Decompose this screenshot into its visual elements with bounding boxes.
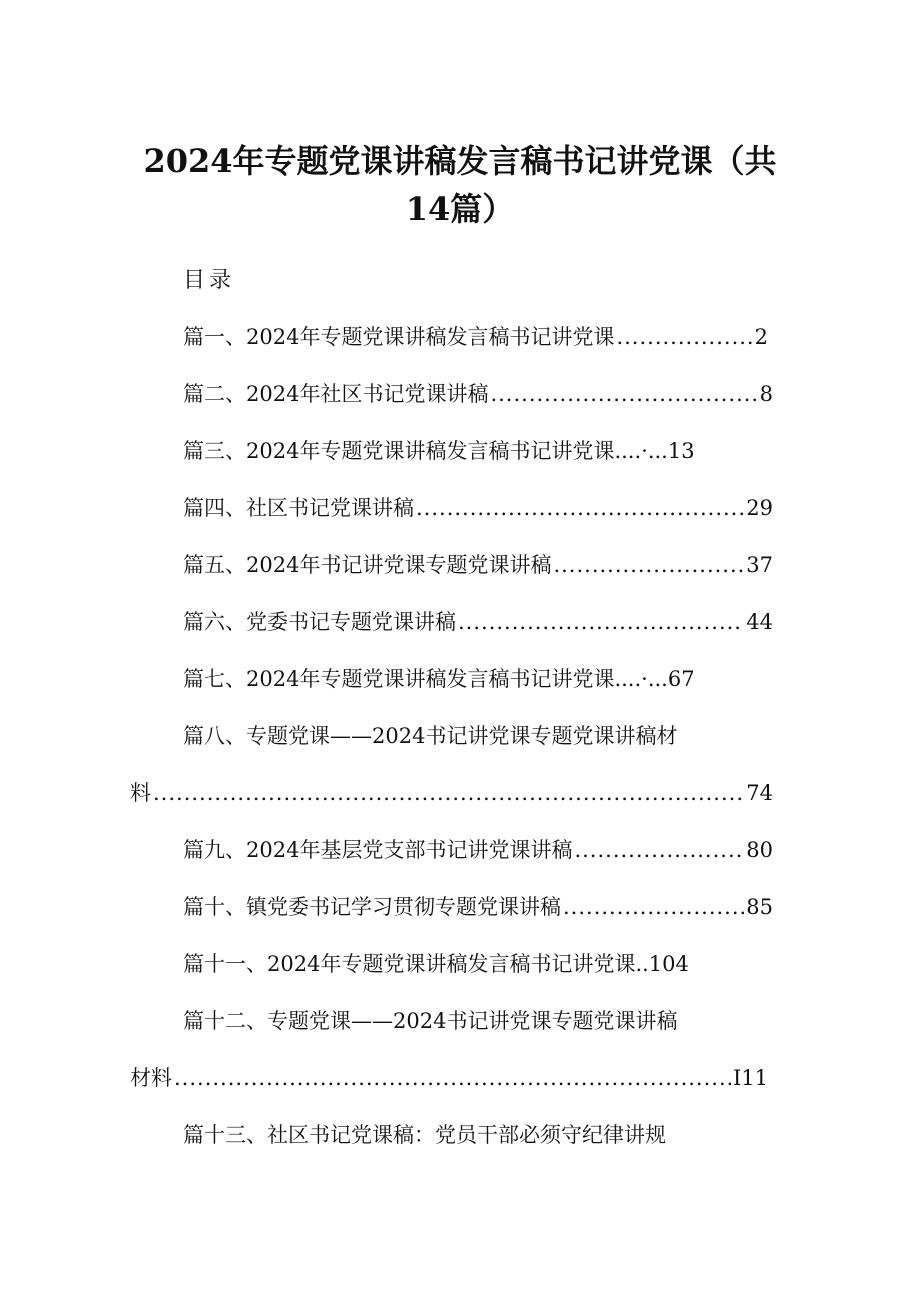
toc-entry-11[interactable]: 篇十一、2024年专题党课讲稿发言稿书记讲党课..104 [183,952,689,976]
toc-entry-page: 74 [746,781,773,805]
toc-entry-page: 8 [759,382,773,406]
toc-entry-7[interactable]: 篇七、2024年专题党课讲稿发言稿书记讲党课....·...67 [183,667,695,691]
toc-leader-dots [174,1063,731,1093]
toc-entry-9[interactable] [183,835,773,865]
toc-leader-dots [553,550,744,580]
toc-entry-title: 料 [130,781,151,805]
toc-entry-8[interactable]: 篇八、专题党课——2024书记讲党课专题党课讲稿材 [183,724,678,748]
toc-entry-title: 材料 [130,1066,172,1090]
toc-leader-dots [458,607,744,637]
document-title-line-2: 14篇） [405,190,515,228]
toc-entry-13[interactable]: 篇十三、社区书记党课稿：党员干部必须守纪律讲规 [183,1123,666,1147]
toc-entry-page: 80 [746,838,773,862]
toc-leader-dots [563,892,744,922]
toc-leader-dots [490,379,757,409]
toc-entry-2[interactable] [183,379,773,409]
toc-entry-title: 篇一、2024年专题党课讲稿发言稿书记讲党课 [183,325,615,349]
toc-entry-8-continued[interactable] [130,778,773,808]
toc-entry-title: 篇九、2024年基层党支部书记讲党课讲稿 [183,838,573,862]
toc-leader-dots [153,778,744,808]
toc-entry-page: I11 [732,1066,768,1090]
toc-entry-page: 44 [746,610,773,634]
toc-heading: 目录 [183,268,236,293]
toc-entry-10[interactable] [183,892,773,922]
toc-entry-title: 篇六、党委书记专题党课讲稿 [183,610,456,634]
toc-entry-3[interactable]: 篇三、2024年专题党课讲稿发言稿书记讲党课....·...13 [183,439,695,463]
toc-entry-12[interactable]: 篇十二、专题党课——2024书记讲党课专题党课讲稿 [183,1009,678,1033]
toc-entry-title: 篇二、2024年社区书记党课讲稿 [183,382,489,406]
toc-leader-dots [416,493,744,523]
toc-entry-page: 85 [746,895,773,919]
toc-entry-1[interactable] [183,322,768,352]
toc-entry-title: 篇五、2024年书记讲党课专题党课讲稿 [183,553,552,577]
toc-entry-12-continued[interactable] [130,1063,768,1093]
toc-entry-4[interactable] [183,493,773,523]
toc-entry-page: 2 [754,325,768,349]
toc-entry-page: 29 [746,496,773,520]
toc-leader-dots [574,835,744,865]
toc-entry-6[interactable] [183,607,773,637]
toc-leader-dots [616,322,752,352]
toc-entry-page: 37 [746,553,773,577]
toc-entry-title: 篇十、镇党委书记学习贯彻专题党课讲稿 [183,895,561,919]
toc-entry-5[interactable] [183,550,773,580]
toc-entry-title: 篇四、社区书记党课讲稿 [183,496,414,520]
document-title-line-1: 2024年专题党课讲稿发言稿书记讲党课（共 [143,142,777,180]
